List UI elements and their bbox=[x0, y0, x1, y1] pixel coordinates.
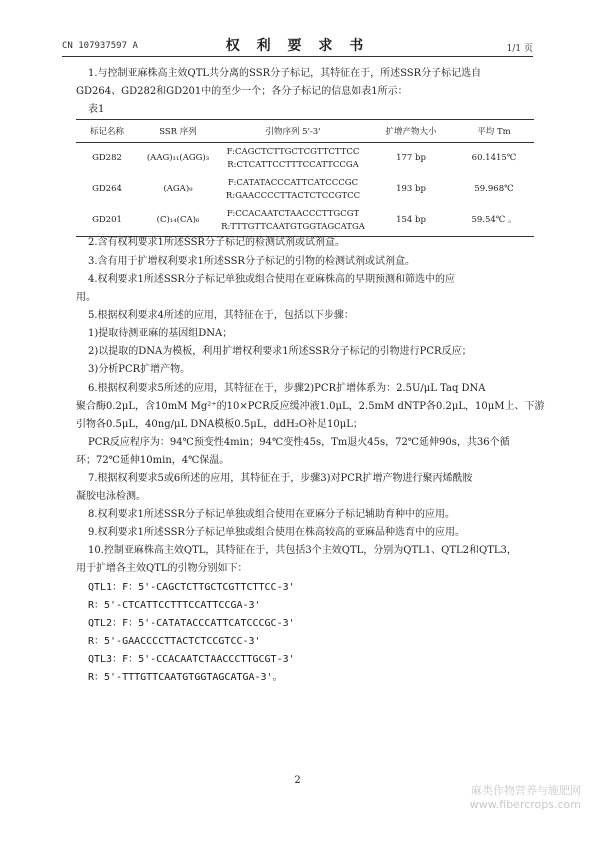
claim-7-line-2: 凝胶电泳检测。 bbox=[76, 491, 146, 502]
qtl3-reverse-primer: R：5'-TTTGTTCAATGTGGTAGCATGA-3'。 bbox=[88, 672, 283, 683]
table-row bbox=[76, 174, 534, 205]
table-header-cell: 引物序列 5'-3' bbox=[218, 120, 368, 143]
claim-5-step-2: 2)以提取的DNA为模板，利用扩增权利要求1所述SSR分子标记的引物进行PCR反应； bbox=[88, 346, 472, 357]
qtl3-forward-primer: QTL3：F：5'-CCACAATCTAACCCTTGCGT-3' bbox=[88, 654, 295, 665]
watermark-url: www.fibercrops.com bbox=[469, 798, 581, 811]
page-indicator: 1/1 页 bbox=[506, 44, 533, 54]
product-size: 154 bp bbox=[368, 205, 454, 237]
page-number: 2 bbox=[294, 775, 301, 786]
claim-7-line-1: 7.根据权利要求5或6所述的应用，其特征在于，步骤3)对PCR扩增产物进行聚丙烯酰胺 bbox=[88, 473, 473, 484]
average-tm: 59.968℃ bbox=[474, 184, 514, 194]
product-size: 177 bp bbox=[396, 153, 426, 163]
average-tm: 60.1415℃ bbox=[471, 153, 517, 163]
marker-name: GD264 bbox=[92, 184, 122, 194]
primer-sequence bbox=[218, 143, 368, 175]
header-rule bbox=[62, 56, 533, 57]
ssr-sequence: (C)₁₄(CA)₆ bbox=[138, 205, 218, 237]
qtl1-forward-primer: QTL1：F：5'-CAGCTCTTGCTCGTTCTTCC-3' bbox=[88, 582, 295, 593]
claim-9: 9.权利要求1所述SSR分子标记单独或组合使用在株高较高的亚麻品种选育中的应用。 bbox=[88, 527, 465, 538]
marker-name: GD201 bbox=[76, 205, 138, 237]
claim-6-line-2: 聚合酶0.2μL，含10mM Mg²⁺的10×PCR反应缓冲液1.0μL，2.5mM dNTP各0.2μL，10μM上、下游 bbox=[76, 401, 545, 412]
ssr-sequence: (AAG)₁₁(AGG)₃ bbox=[146, 153, 210, 163]
primer-forward: F:CCACAATCTAACCCTTGCGT bbox=[226, 208, 360, 219]
table-caption: 表1 bbox=[88, 104, 105, 115]
table-header-cell: 标记名称 bbox=[76, 120, 138, 143]
watermark bbox=[470, 784, 581, 812]
qtl2-forward-primer: QTL2：F：5'-CATATACCCATTCATCCCGC-3' bbox=[88, 618, 295, 629]
average-tm: 59.54℃ 。 bbox=[454, 205, 534, 237]
primer-forward: F:CATATACCCATTCATCCCGC bbox=[227, 177, 359, 188]
marker-name: GD282 bbox=[92, 153, 122, 163]
primer-forward: F:CAGCTCTTGCTCGTTCTTCC bbox=[226, 146, 360, 157]
product-size: 193 bp bbox=[396, 184, 426, 194]
table-header-cell: 扩增产物大小 bbox=[368, 120, 454, 143]
primer-sequence bbox=[218, 174, 368, 205]
table-header-cell: 平均 Tm bbox=[454, 120, 534, 143]
claim-5-step-3: 3)分析PCR扩增产物。 bbox=[88, 364, 191, 375]
claim-6-line-1: 6.根据权利要求5所述的应用，其特征在于，步骤2)PCR扩增体系为：2.5U/μL Taq DNA bbox=[88, 383, 486, 394]
table-header-cell: SSR 序列 bbox=[138, 120, 218, 143]
table-row bbox=[76, 205, 534, 237]
claim-3: 3.含有用于扩增权利要求1所述SSR分子标记的引物的检测试剂或试剂盒。 bbox=[88, 256, 415, 267]
table-header-row bbox=[76, 120, 534, 143]
qtl1-reverse-primer: R：5'-CTCATTCCTTTCCATTCCGA-3' bbox=[88, 600, 261, 611]
claim-5-step-1: 1)提取待测亚麻的基因组DNA； bbox=[88, 328, 233, 339]
claim-5-line-1: 5.根据权利要求4所述的应用，其特征在于，包括以下步骤： bbox=[88, 310, 354, 321]
table-row bbox=[76, 143, 534, 175]
claim-6-line-4: PCR反应程序为：94℃预变性4min；94℃变性45s，Tm退火45s，72℃延伸90s，共36个循 bbox=[88, 437, 510, 448]
qtl2-reverse-primer: R：5'-GAACCCCTTACTCTCCGTCC-3' bbox=[88, 636, 261, 647]
claim-4-line-2: 用。 bbox=[76, 292, 96, 303]
claim-8: 8.权利要求1所述SSR分子标记单独或组合使用在亚麻分子标记辅助育种中的应用。 bbox=[88, 509, 455, 520]
claim-4-line-1: 4.权利要求1所述SSR分子标记单独或组合使用在亚麻株高的早期预测和筛选中的应 bbox=[88, 274, 455, 285]
claim-10-line-1: 10.控制亚麻株高主效QTL，其特征在于，共包括3个主效QTL，分别为QTL1、QTL2和QTL3， bbox=[88, 545, 517, 556]
claim-6-line-5: 环；72℃延伸10min，4℃保温。 bbox=[76, 455, 230, 466]
primer-reverse: R:CTCATTCCTTTCCATTCCGA bbox=[227, 159, 359, 170]
ssr-marker-table bbox=[76, 119, 534, 237]
claim-1-line-1: 1.与控制亚麻株高主效QTL共分离的SSR分子标记，其特征在于，所述SSR分子标记选自 bbox=[88, 68, 482, 79]
ssr-sequence: (AGA)₉ bbox=[163, 184, 193, 194]
claim-2: 2.含有权利要求1所述SSR分子标记的检测试剂或试剂盒。 bbox=[88, 237, 345, 248]
claim-10-line-2: 用于扩增各主效QTL的引物分别如下： bbox=[76, 563, 248, 574]
patent-number: CN 107937597 A bbox=[62, 41, 138, 51]
watermark-title: 麻类作物营养与施肥网 bbox=[471, 784, 581, 797]
claim-1-line-2: GD264、GD282和GD201中的至少一个；各分子标记的信息如表1所示： bbox=[76, 86, 408, 97]
page-title: 权 利 要 求 书 bbox=[225, 38, 370, 54]
primer-reverse: R:TTTGTTCAATGTGGTAGCATGA bbox=[221, 221, 365, 232]
claim-6-line-3: 引物各0.5μL，40ng/μL DNA模板0.5μL，ddH₂O补足10μL； bbox=[76, 419, 363, 430]
primer-reverse: R:GAACCCCTTACTCTCCGTCC bbox=[225, 190, 361, 201]
primer-sequence bbox=[218, 205, 368, 237]
